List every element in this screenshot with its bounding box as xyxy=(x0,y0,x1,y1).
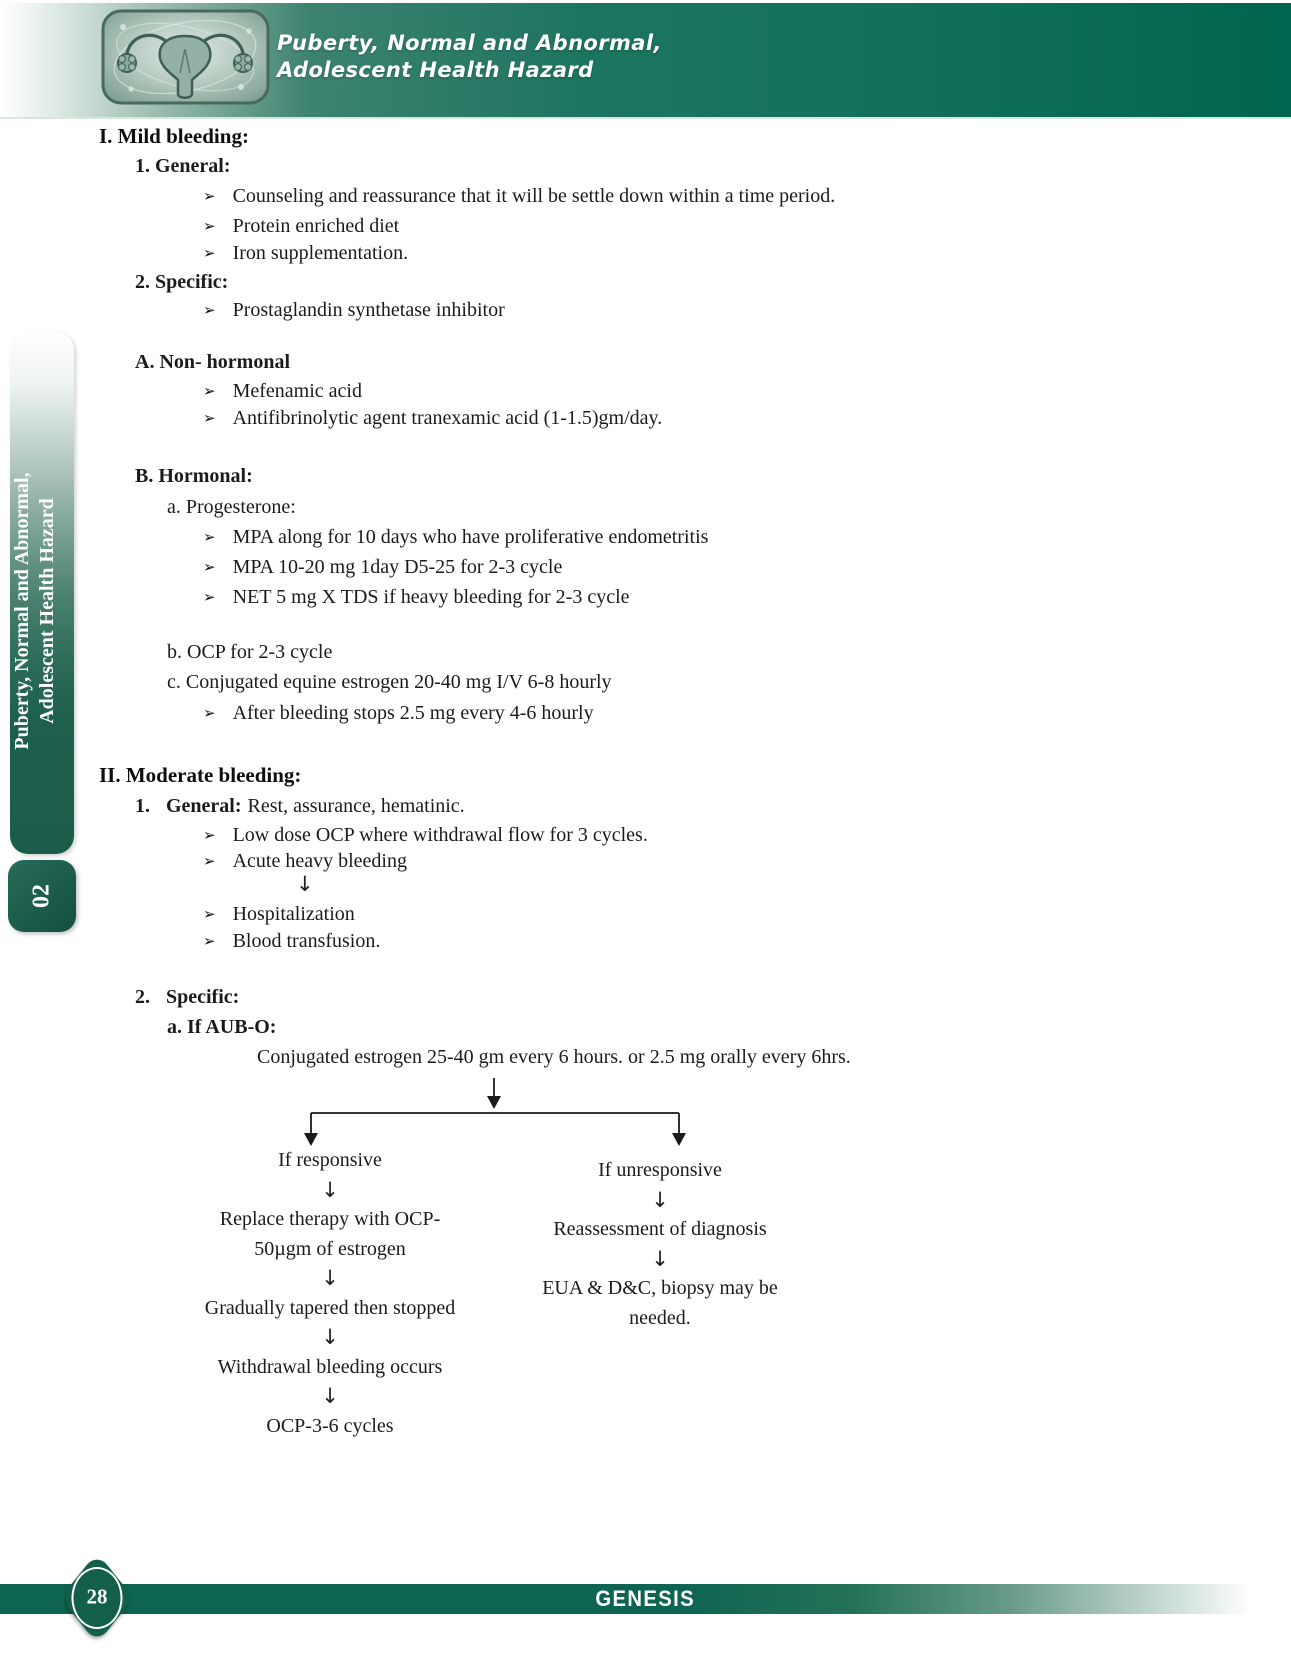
bullet-arrow-icon: ➢ xyxy=(203,704,216,722)
flow-node-gradually-tapered: Gradually tapered then stopped xyxy=(204,1296,456,1319)
bullet-text: Protein enriched diet xyxy=(232,215,400,237)
flow-node-replace-therapy-line1: Replace therapy with OCP- xyxy=(219,1208,441,1230)
bullet-arrow-icon: ➢ xyxy=(203,409,216,427)
down-arrow-icon: ↓ xyxy=(321,1384,339,1408)
flowchart-splitter-arrows xyxy=(0,1076,720,1150)
bullet-item xyxy=(203,184,835,209)
bullet-text: Acute heavy bleeding xyxy=(232,850,407,872)
bullet-arrow-icon: ➢ xyxy=(203,382,216,400)
page-number: 28 xyxy=(86,1584,108,1609)
bullet-arrow-icon: ➢ xyxy=(203,558,216,576)
page-title-line2: Adolescent Health Hazard xyxy=(277,58,594,82)
bullet-text: Blood transfusion. xyxy=(232,930,381,952)
bullet-text: Prostaglandin synthetase inhibitor xyxy=(232,299,505,321)
bullet-arrow-icon: ➢ xyxy=(203,528,216,546)
bullet-arrow-icon: ➢ xyxy=(203,852,216,870)
flow-node-eua-dc-line1: EUA & D&C, biopsy may be xyxy=(542,1277,778,1299)
sidebar-chapter-title xyxy=(10,350,74,872)
page-title xyxy=(277,30,662,84)
heading-mild-specific: 2. Specific: xyxy=(135,271,229,293)
bullet-item xyxy=(203,902,355,927)
sidebar-title-line1: Puberty, Normal and Abnormal, xyxy=(11,472,33,750)
bullet-text: Counseling and reassurance that it will be settle down within a time period. xyxy=(232,185,836,207)
bullet-item xyxy=(203,298,505,323)
heading-non-hormonal: A. Non- hormonal xyxy=(135,351,291,373)
down-arrow-icon: ↓ xyxy=(321,1325,339,1349)
bullet-text: Mefenamic acid xyxy=(232,380,362,402)
flowchart-right-branch xyxy=(485,1156,835,1333)
bullet-arrow-icon: ➢ xyxy=(203,905,216,923)
bullet-item xyxy=(203,406,662,431)
bullet-text: Low dose OCP where withdrawal flow for 3 cycles. xyxy=(232,824,648,846)
bullet-arrow-icon: ➢ xyxy=(203,932,216,950)
sidebar-title-line2: Adolescent Health Hazard xyxy=(36,498,58,724)
flow-node-replace-therapy-line2: 50µgm of estrogen xyxy=(254,1237,406,1260)
bullet-item xyxy=(203,849,407,874)
bullet-text: Iron supplementation. xyxy=(232,242,409,264)
moderate-specific-line xyxy=(135,985,239,1009)
moderate-general-line xyxy=(135,794,465,818)
heading-aub-o: a. If AUB-O: xyxy=(167,1016,277,1038)
page-title-line1: Puberty, Normal and Abnormal, xyxy=(277,31,662,55)
publisher-brand xyxy=(0,1586,1291,1612)
subheading-estrogen: c. Conjugated equine estrogen 20-40 mg I/V 6-8 hourly xyxy=(167,671,612,693)
bullet-text: MPA 10-20 mg 1day D5-25 for 2-3 cycle xyxy=(232,556,563,578)
heading-mild-bleeding: I. Mild bleeding: xyxy=(99,124,249,148)
flow-node-withdrawal-bleeding: Withdrawal bleeding occurs xyxy=(217,1355,443,1378)
moderate-general-text: Rest, assurance, hematinic. xyxy=(247,795,465,817)
heading-mild-general: 1. General: xyxy=(135,155,231,177)
bullet-item xyxy=(203,555,562,580)
flow-node-if-unresponsive: If unresponsive xyxy=(598,1159,722,1181)
brand-text: GENESIS xyxy=(595,1586,696,1611)
bullet-arrow-icon: ➢ xyxy=(203,826,216,844)
down-arrow-icon: ↓ xyxy=(651,1246,669,1271)
bullet-item xyxy=(203,214,399,239)
bullet-text: NET 5 mg X TDS if heavy bleeding for 2-3 cycle xyxy=(232,586,630,608)
aub-treatment-line: Conjugated estrogen 25-40 gm every 6 hours. or 2.5 mg orally every 6hrs. xyxy=(257,1046,851,1068)
bullet-arrow-icon: ➢ xyxy=(203,588,216,606)
sidebar-chapter-number-tab xyxy=(8,860,76,932)
header-banner xyxy=(0,3,1291,119)
subheading-ocp: b. OCP for 2-3 cycle xyxy=(167,641,333,663)
down-arrow-icon: ↓ xyxy=(321,1177,339,1202)
chapter-number: 02 xyxy=(28,884,55,908)
bullet-item xyxy=(203,585,630,610)
bullet-item xyxy=(203,525,708,550)
bullet-text: Hospitalization xyxy=(232,903,355,925)
bullet-arrow-icon: ➢ xyxy=(203,301,216,319)
bullet-text: Antifibrinolytic agent tranexamic acid (1-1.5)gm/day. xyxy=(232,407,663,429)
flow-node-ocp-cycles: OCP-3-6 cycles xyxy=(266,1414,394,1437)
heading-hormonal: B. Hormonal: xyxy=(135,465,253,487)
flow-node-eua-dc-line2: needed. xyxy=(629,1306,691,1329)
bullet-text: MPA along for 10 days who have proliferative endometritis xyxy=(232,526,709,548)
bullet-item xyxy=(203,929,380,954)
bullet-item xyxy=(203,701,594,726)
bullet-item xyxy=(203,823,648,848)
down-arrow-icon: ↓ xyxy=(321,1266,339,1290)
subheading-progesterone: a. Progesterone: xyxy=(167,496,296,518)
sidebar-chapter-tab xyxy=(10,332,74,854)
heading-moderate-bleeding: II. Moderate bleeding: xyxy=(99,763,302,787)
down-arrow-icon: ↓ xyxy=(296,872,314,896)
moderate-specific-number: 2. xyxy=(135,986,150,1008)
bullet-item xyxy=(203,241,408,266)
bullet-arrow-icon: ➢ xyxy=(203,187,216,205)
bullet-arrow-icon: ➢ xyxy=(203,244,216,262)
moderate-general-number: 1. xyxy=(135,795,150,817)
moderate-specific-label: Specific: xyxy=(166,986,240,1008)
flowchart-left-branch xyxy=(150,1146,510,1441)
bullet-arrow-icon: ➢ xyxy=(203,217,216,235)
down-arrow-icon: ↓ xyxy=(651,1187,669,1212)
flow-node-reassessment: Reassessment of diagnosis xyxy=(553,1218,767,1240)
moderate-general-label: General: xyxy=(166,795,242,817)
uterus-illustration-icon xyxy=(101,9,270,105)
bullet-item xyxy=(203,379,362,404)
bullet-text: After bleeding stops 2.5 mg every 4-6 hourly xyxy=(232,702,594,724)
chapter-logo xyxy=(101,9,270,105)
flow-node-if-responsive: If responsive xyxy=(278,1149,382,1171)
page-number-badge xyxy=(59,1558,135,1638)
